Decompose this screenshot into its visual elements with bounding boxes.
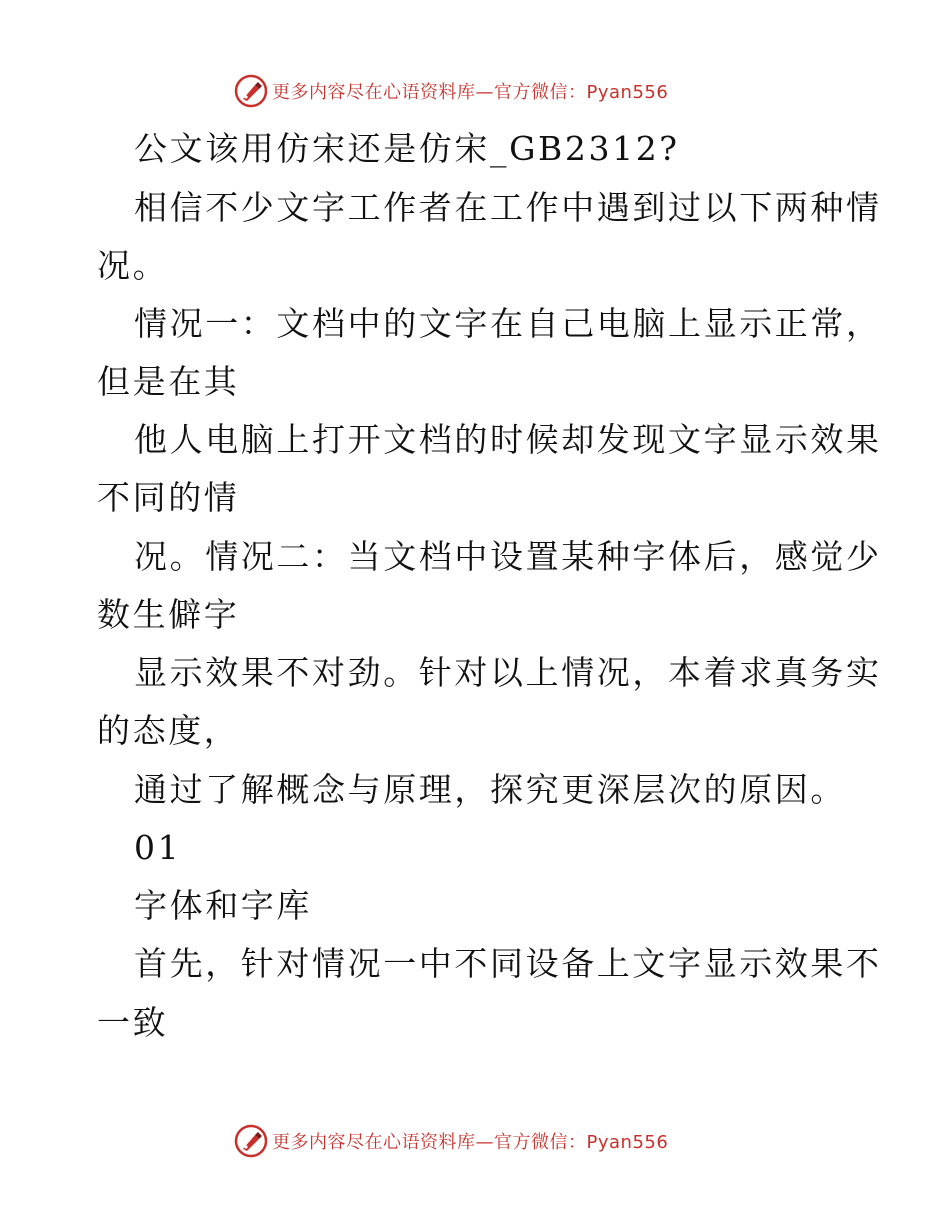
paragraph-line: 不同的情 — [97, 478, 240, 517]
paragraph-line: 情况一：文档中的文字在自己电脑上显示正常， — [134, 304, 882, 343]
paragraph-line: 的态度， — [97, 711, 240, 750]
header-watermark — [234, 73, 668, 109]
paragraph-line: 一致 — [97, 1003, 169, 1042]
pen-logo-icon — [234, 74, 268, 108]
paragraph-line: 通过了解概念与原理，探究更深层次的原因。 — [134, 770, 846, 809]
watermark-text: 更多内容尽在心语资料库—官方微信：Pyan556 — [272, 1132, 669, 1153]
paragraph-line: 况。情况二：当文档中设置某种字体后，感觉少 — [134, 537, 882, 576]
paragraph-line: 他人电脑上打开文档的时候却发现文字显示效果 — [134, 420, 882, 459]
section-heading: 字体和字库 — [134, 886, 312, 925]
paragraph-line: 首先，针对情况一中不同设备上文字显示效果不 — [134, 944, 882, 983]
document-title: 公文该用仿宋还是仿宋_GB2312? — [134, 129, 680, 168]
paragraph-line: 况。 — [97, 246, 169, 285]
paragraph-line: 数生僻字 — [97, 595, 240, 634]
paragraph-line: 显示效果不对劲。针对以上情况，本着求真务实 — [134, 653, 882, 692]
paragraph-line: 但是在其 — [97, 362, 240, 401]
watermark-text: 更多内容尽在心语资料库—官方微信：Pyan556 — [272, 82, 669, 103]
section-number: 01 — [134, 828, 182, 867]
pen-logo-icon — [234, 1124, 268, 1158]
paragraph-line: 相信不少文字工作者在工作中遇到过以下两种情 — [134, 188, 882, 227]
footer-watermark — [234, 1123, 668, 1159]
